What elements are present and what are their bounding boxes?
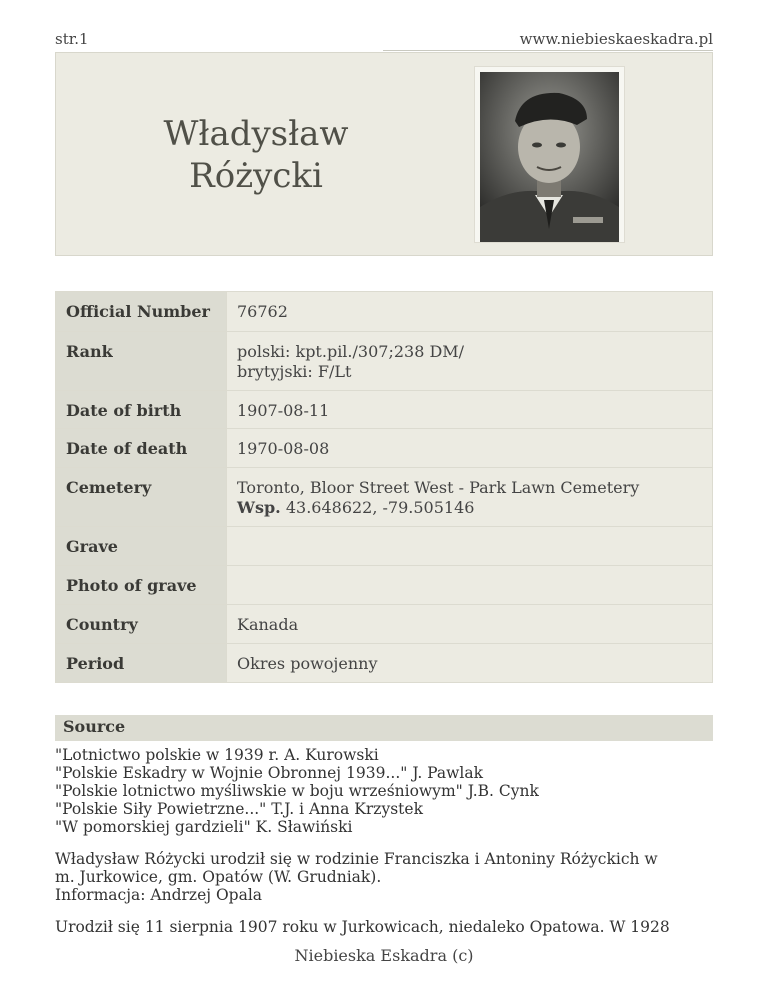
biography-text: Urodził się 11 sierpnia 1907 roku w Jurkowicach, niedaleko Opatowa. W 1928	[55, 918, 670, 936]
table-row	[56, 292, 713, 332]
header-divider	[383, 50, 713, 51]
rank-british: brytyjski: F/Lt	[237, 362, 352, 381]
table-row	[56, 644, 713, 683]
table-row	[56, 332, 713, 391]
list-item: "Lotnictwo polskie w 1939 r. A. Kurowski	[55, 746, 379, 764]
row-label: Grave	[56, 527, 227, 566]
page-number: str.1	[55, 30, 89, 48]
table-row	[56, 429, 713, 468]
row-value: Kanada	[227, 605, 713, 644]
info-credit: Informacja: Andrzej Opala	[55, 886, 263, 904]
row-value	[227, 527, 713, 566]
row-value: 1970-08-08	[227, 429, 713, 468]
row-label: Period	[56, 644, 227, 683]
row-value	[227, 332, 713, 391]
row-value: 1907-08-11	[227, 391, 713, 429]
table-row	[56, 527, 713, 566]
last-name: Różycki	[189, 156, 323, 196]
page-footer: Niebieska Eskadra (c)	[294, 946, 474, 965]
cemetery-coordinates: Wsp. 43.648622, -79.505146	[237, 498, 475, 517]
row-value: Okres powojenny	[227, 644, 713, 683]
row-label: Photo of grave	[56, 566, 227, 605]
source-list	[55, 746, 715, 836]
row-label: Country	[56, 605, 227, 644]
table-row	[56, 566, 713, 605]
row-label: Official Number	[56, 292, 227, 332]
row-value	[227, 468, 713, 527]
person-name	[96, 113, 416, 197]
row-label: Date of birth	[56, 391, 227, 429]
row-label: Cemetery	[56, 468, 227, 527]
portrait-photo	[474, 66, 625, 243]
row-value	[227, 566, 713, 605]
list-item: "Polskie lotnictwo myśliwskie w boju wrześniowym" J.B. Cynk	[55, 782, 539, 800]
table-row	[56, 605, 713, 644]
first-name: Władysław	[163, 114, 349, 154]
row-label: Rank	[56, 332, 227, 391]
row-value: 76762	[227, 292, 713, 332]
list-item: "W pomorskiej gardzieli" K. Sławiński	[55, 818, 353, 836]
rank-polish: polski: kpt.pil./307;238 DM/	[237, 342, 465, 361]
portrait-image	[475, 67, 624, 242]
cemetery-name: Toronto, Bloor Street West - Park Lawn Cemetery	[237, 478, 640, 497]
list-item: "Polskie Eskadry w Wojnie Obronnej 1939..." J. Pawlak	[55, 764, 484, 782]
profile-header	[55, 52, 713, 256]
table-row	[56, 391, 713, 429]
biography-intro: Władysław Różycki urodził się w rodzinie Franciszka i Antoniny Różyckich w m. Jurkowice, gm. Opatów (W. Grudniak). Informacja: Andrzej Opala	[55, 850, 720, 904]
table-row	[56, 468, 713, 527]
list-item: "Polskie Siły Powietrzne..." T.J. i Anna Krzystek	[55, 800, 423, 818]
website-link[interactable]: www.niebieskaeskadra.pl	[519, 30, 713, 48]
details-table	[55, 291, 713, 683]
page-header	[55, 30, 713, 50]
source-heading: Source	[55, 715, 713, 741]
row-label: Date of death	[56, 429, 227, 468]
